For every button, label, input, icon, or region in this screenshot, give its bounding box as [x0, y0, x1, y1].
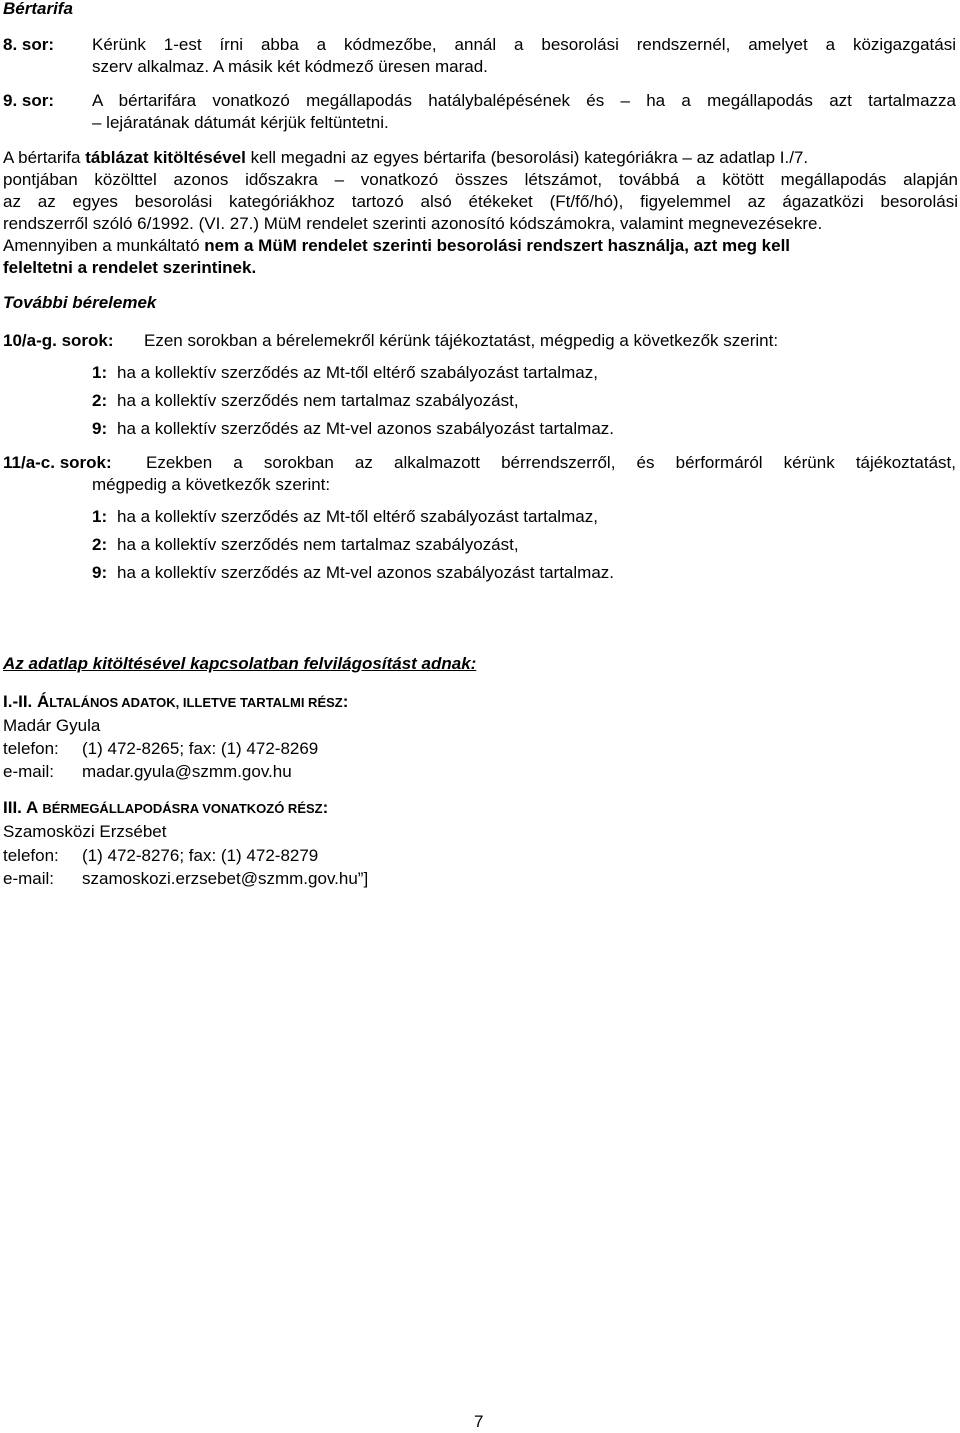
- para1-l5-a: Amennyiben a munkáltató: [3, 236, 205, 255]
- contact1-phone-label: telefon:: [3, 739, 59, 758]
- contact2-heading-small: BÉRMEGÁLLAPODÁSRA VONATKOZÓ RÉSZ: [42, 801, 323, 816]
- section-title: Bértarifa: [3, 0, 73, 18]
- row9-text-line2: – lejáratának dátumát kérjük feltüntetni.: [92, 113, 389, 132]
- contact2-heading-big: A: [26, 798, 43, 817]
- row9-label: 9. sor:: [3, 91, 55, 110]
- contact1-heading-colon: :: [342, 692, 349, 711]
- para1-line3: az az egyes besorolási kategóriákhoz tartozó alsó étékeket (Ft/fő/hó), figyelemmel az ágazatközi besorolási: [3, 192, 958, 211]
- contact2-phone-label: telefon:: [3, 846, 59, 865]
- rows11-option3-text: ha a kollektív szerződés az Mt-vel azonos szabályozást tartalmaz.: [117, 563, 614, 582]
- row9-text-line1: A bértarifára vonatkozó megállapodás hatálybalépésének és – ha a megállapodás azt tartalmazza: [92, 91, 956, 110]
- rows11-option1-text: ha a kollektív szerződés az Mt-től eltérő szabályozást tartalmaz,: [117, 507, 598, 526]
- contact1-email[interactable]: madar.gyula@szmm.gov.hu: [82, 762, 292, 781]
- contact2-heading-num: III.: [3, 798, 26, 817]
- rows11-option2-code: 2:: [92, 535, 108, 554]
- contact2-phone: (1) 472-8276; fax: (1) 472-8279: [82, 846, 319, 865]
- rows11-option3-code: 9:: [92, 563, 108, 582]
- contact2-heading-colon: :: [322, 798, 329, 817]
- para1-line1: [3, 147, 808, 169]
- para1-line2: pontjában közölttel azonos időszakra – vonatkozó összes létszámot, továbbá a kötött megállapodás alapján: [3, 170, 958, 189]
- para1-l5-bold: nem a MüM rendelet szerinti besorolási rendszert használja, azt meg kell: [204, 236, 791, 255]
- contact1-name: Madár Gyula: [3, 716, 101, 735]
- rows11-option2-text: ha a kollektív szerződés nem tartalmaz szabályozást,: [117, 535, 519, 554]
- rows10-option1-code: 1:: [92, 363, 108, 382]
- rows11-text-line1: Ezekben a sorokban az alkalmazott bérrendszerről, és bérformáról kérünk tájékoztatást,: [146, 453, 956, 472]
- rows11-label: 11/a-c. sorok:: [3, 453, 112, 472]
- rows10-option3-code: 9:: [92, 419, 108, 438]
- para1-l1-bold: táblázat kitöltésével: [85, 148, 246, 167]
- contact2-email-label: e-mail:: [3, 869, 55, 888]
- contact2-email[interactable]: szamoskozi.erzsebet@szmm.gov.hu”]: [82, 869, 369, 888]
- rows10-option2-text: ha a kollektív szerződés nem tartalmaz szabályozást,: [117, 391, 519, 410]
- row8-text-line2: szerv alkalmaz. A másik két kódmező üresen marad.: [92, 57, 488, 76]
- rows10-label: 10/a-g. sorok:: [3, 331, 114, 350]
- para1-l1-a: A bértarifa: [3, 148, 86, 167]
- para1-line5: [3, 235, 790, 257]
- rows11-option1-code: 1:: [92, 507, 108, 526]
- further-title: További bérelemek: [3, 293, 157, 312]
- contact1-heading-small: LTALÁNOS ADATOK, ILLETVE TARTALMI RÉSZ: [49, 695, 343, 710]
- contact2-name: Szamosközi Erzsébet: [3, 822, 167, 841]
- contact1-heading: [3, 691, 348, 714]
- row8-label: 8. sor:: [3, 35, 55, 54]
- para1-l1-c: kell megadni az egyes bértarifa (besorolási) kategóriákra – az adatlap I./7.: [245, 148, 809, 167]
- rows10-text: Ezen sorokban a bérelemekről kérünk tájékoztatást, mégpedig a következők szerint:: [144, 331, 779, 350]
- rows10-option2-code: 2:: [92, 391, 108, 410]
- rows11-text-line2: mégpedig a következők szerint:: [92, 475, 331, 494]
- rows10-option3-text: ha a kollektív szerződés az Mt-vel azonos szabályozást tartalmaz.: [117, 419, 614, 438]
- para1-line6: feleltetni a rendelet szerintinek.: [3, 258, 257, 277]
- contact1-heading-num: I.-II.: [3, 692, 37, 711]
- page-number: 7: [474, 1412, 484, 1431]
- rows10-option1-text: ha a kollektív szerződés az Mt-től eltérő szabályozást tartalmaz,: [117, 363, 598, 382]
- contact1-heading-big: Á: [37, 692, 50, 711]
- contact1-email-label: e-mail:: [3, 762, 55, 781]
- contact-title: Az adatlap kitöltésével kapcsolatban felvilágosítást adnak:: [3, 654, 477, 673]
- row8-text-line1: Kérünk 1-est írni abba a kódmezőbe, annál a besorolási rendszernél, amelyet a közigazgatási: [92, 35, 956, 54]
- contact2-heading: [3, 797, 328, 820]
- contact1-phone: (1) 472-8265; fax: (1) 472-8269: [82, 739, 319, 758]
- para1-line4: rendszerről szóló 6/1992. (VI. 27.) MüM rendelet szerinti azonosító kódszámokra, valamint megnevezésekre.: [3, 214, 823, 233]
